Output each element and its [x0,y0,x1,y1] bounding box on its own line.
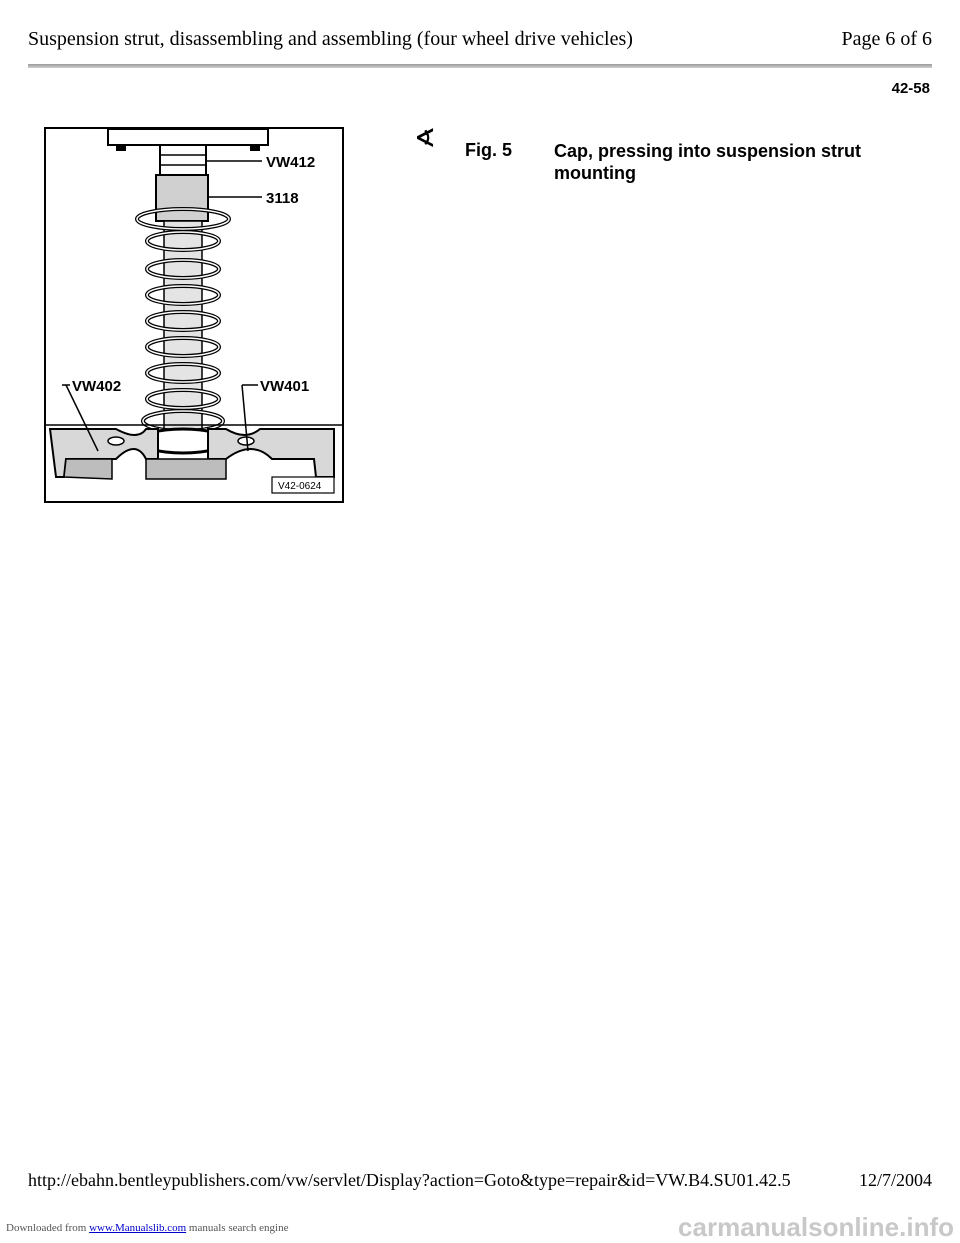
download-note-prefix: Downloaded from [6,1222,87,1234]
press-head [108,129,268,145]
figure-pointer-icon: ∢ [414,124,436,154]
figure-caption: Cap, pressing into suspension strut mounting [554,141,862,183]
footer-url: http://ebahn.bentleypublishers.com/vw/servlet/Display?action=Goto&type=repair&id=VW.B4.SU01.42.5 [28,1170,791,1190]
sleeve-3118 [156,175,208,221]
page-number: Page 6 of 6 [841,28,932,50]
download-note-suffix: manuals search engine [188,1222,289,1234]
header-divider [28,64,932,68]
watermark: carmanualsonline.info [678,1212,954,1242]
plate-vw401 [208,429,334,477]
manualslib-link[interactable]: www.Manualslib.com [89,1222,187,1234]
footer-date: 12/7/2004 [858,1170,932,1190]
image-code: V42-0624 [278,481,322,492]
callout-vw402: VW402 [72,378,122,395]
tool-vw412 [160,145,206,175]
figure-illustration [44,127,344,503]
spring-compressor-drawing [46,129,342,501]
callout-vw412: VW412 [266,154,316,171]
figure-label: Fig. 5 [465,140,513,160]
page-header-title: Suspension strut, disassembling and assembling (four wheel drive vehicles) [28,28,633,50]
press-foot-right [250,145,260,151]
download-note [6,1222,288,1234]
callout-3118: 3118 [266,190,299,207]
strut-body [164,221,202,431]
press-foot-left [116,145,126,151]
callout-vw401: VW401 [260,378,310,395]
section-number: 42-58 [891,80,930,97]
